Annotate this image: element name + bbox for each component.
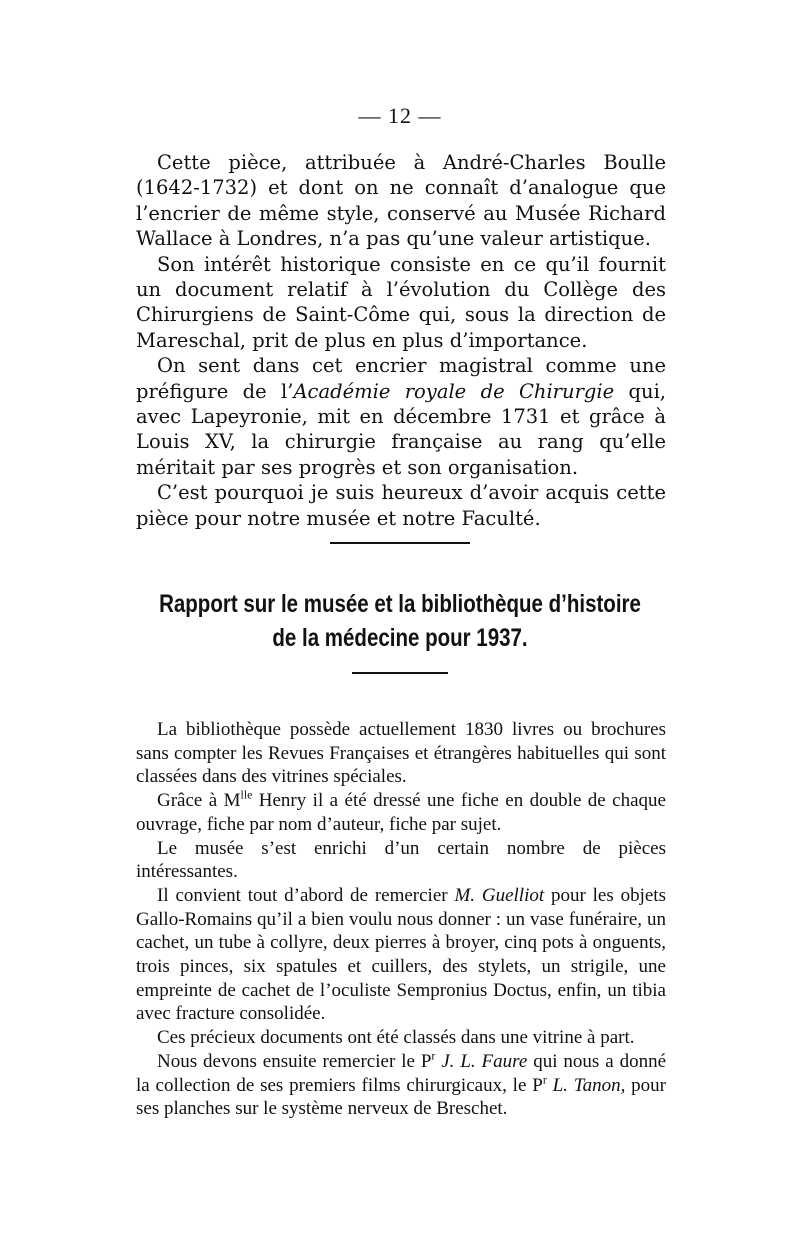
academie-text-before: On sent dans cet encrier magistral comme une préfigure de l’ — [136, 354, 666, 403]
paragraph-guelliot — [136, 884, 666, 1026]
section-divider-bottom — [352, 672, 448, 674]
paragraph-thanks — [136, 1050, 666, 1121]
paragraph-conclusion: C’est pourquoi je suis heureux d’avoir acquis cette pièce pour notre musée et notre Faculté. — [136, 481, 666, 530]
thanks-part-3: pour ses planches sur le système nerveux de Breschet. — [136, 1074, 667, 1120]
thanks-tanon-italic: L. Tanon, — [546, 1074, 626, 1096]
paragraph-vitrine: Ces précieux documents ont été classés dans une vitrine à part. — [157, 1027, 635, 1049]
paragraph-museum-enriched: Le musée s’est enrichi d’un certain nombre de pièces intéressantes. — [136, 837, 666, 883]
thanks-faure-italic: J. L. Faure — [435, 1050, 528, 1072]
section-divider-top — [330, 542, 470, 544]
report-title-line-2: de la médecine pour 1937. — [272, 624, 528, 652]
guelliot-after: pour les objets Gallo-Romains qu’il a bien voulu nous donner : un vase funéraire, un cachet, un tube à collyre, deux pierres à broyer, cinq pots à onguents, trois pinces, six spatules et cuillers, des stylets, un strigile, une empreinte de cachet de l’oculiste Sempronius Doctus, enfin, un tibia avec fracture consolidée. — [136, 884, 666, 1025]
card-index-before: Grâce à M — [157, 790, 241, 812]
academie-text-after: qui, avec Lapeyronie, mit en décembre 1731 et grâce à Louis XV, la chirurgie française au rang qu’elle méritait par ses progrès et son organisation. — [136, 379, 666, 479]
thanks-superscript-2: r — [542, 1073, 547, 1087]
card-index-after: Henry il a été dressé une fiche en double de chaque ouvrage, fiche par nom d’auteur, fiche par sujet. — [136, 790, 666, 835]
paragraph-historical-interest: Son intérêt historique consiste en ce qu’il fournit un document relatif à l’évolution du Collège des Chirurgiens de Saint-Côme qui, sous la direction de Mareschal, prit de plus en plus d’importance. — [136, 252, 666, 352]
guelliot-before: Il convient tout d’abord de remercier — [157, 884, 455, 906]
paragraph-library: La bibliothèque possède actuellement 1830 livres ou brochures sans compter les Revues Françaises et étrangères habituelles qui sont classées dans des vitrines spéciales. — [136, 719, 666, 788]
paragraph-attribution: Cette pièce, attribuée à André-Charles Boulle (1642-1732) et dont on ne connaît d’analogue que l’encrier de même style, conservé au Musée Richard Wallace à Londres, n’a pas qu’une valeur artistique. — [136, 151, 666, 251]
thanks-superscript-1: r — [431, 1049, 436, 1063]
thanks-part-1: Nous devons ensuite remercier le P — [157, 1050, 432, 1072]
academie-royale-italic: Académie royale de Chirurgie — [293, 379, 615, 403]
section-one-text — [136, 150, 666, 531]
guelliot-italic: M. Guelliot — [454, 884, 545, 906]
card-index-superscript: lle — [240, 788, 253, 802]
section-two-text — [136, 718, 666, 1121]
paragraph-card-index — [136, 789, 666, 836]
page-number: — 12 — — [358, 103, 442, 128]
report-title-line-1: Rapport sur le musée et la bibliothèque d’histoire — [159, 590, 641, 618]
paragraph-academie — [136, 353, 666, 480]
thanks-part-2: qui nous a donné la collection de ses premiers films chirurgicaux, le P — [136, 1050, 666, 1096]
